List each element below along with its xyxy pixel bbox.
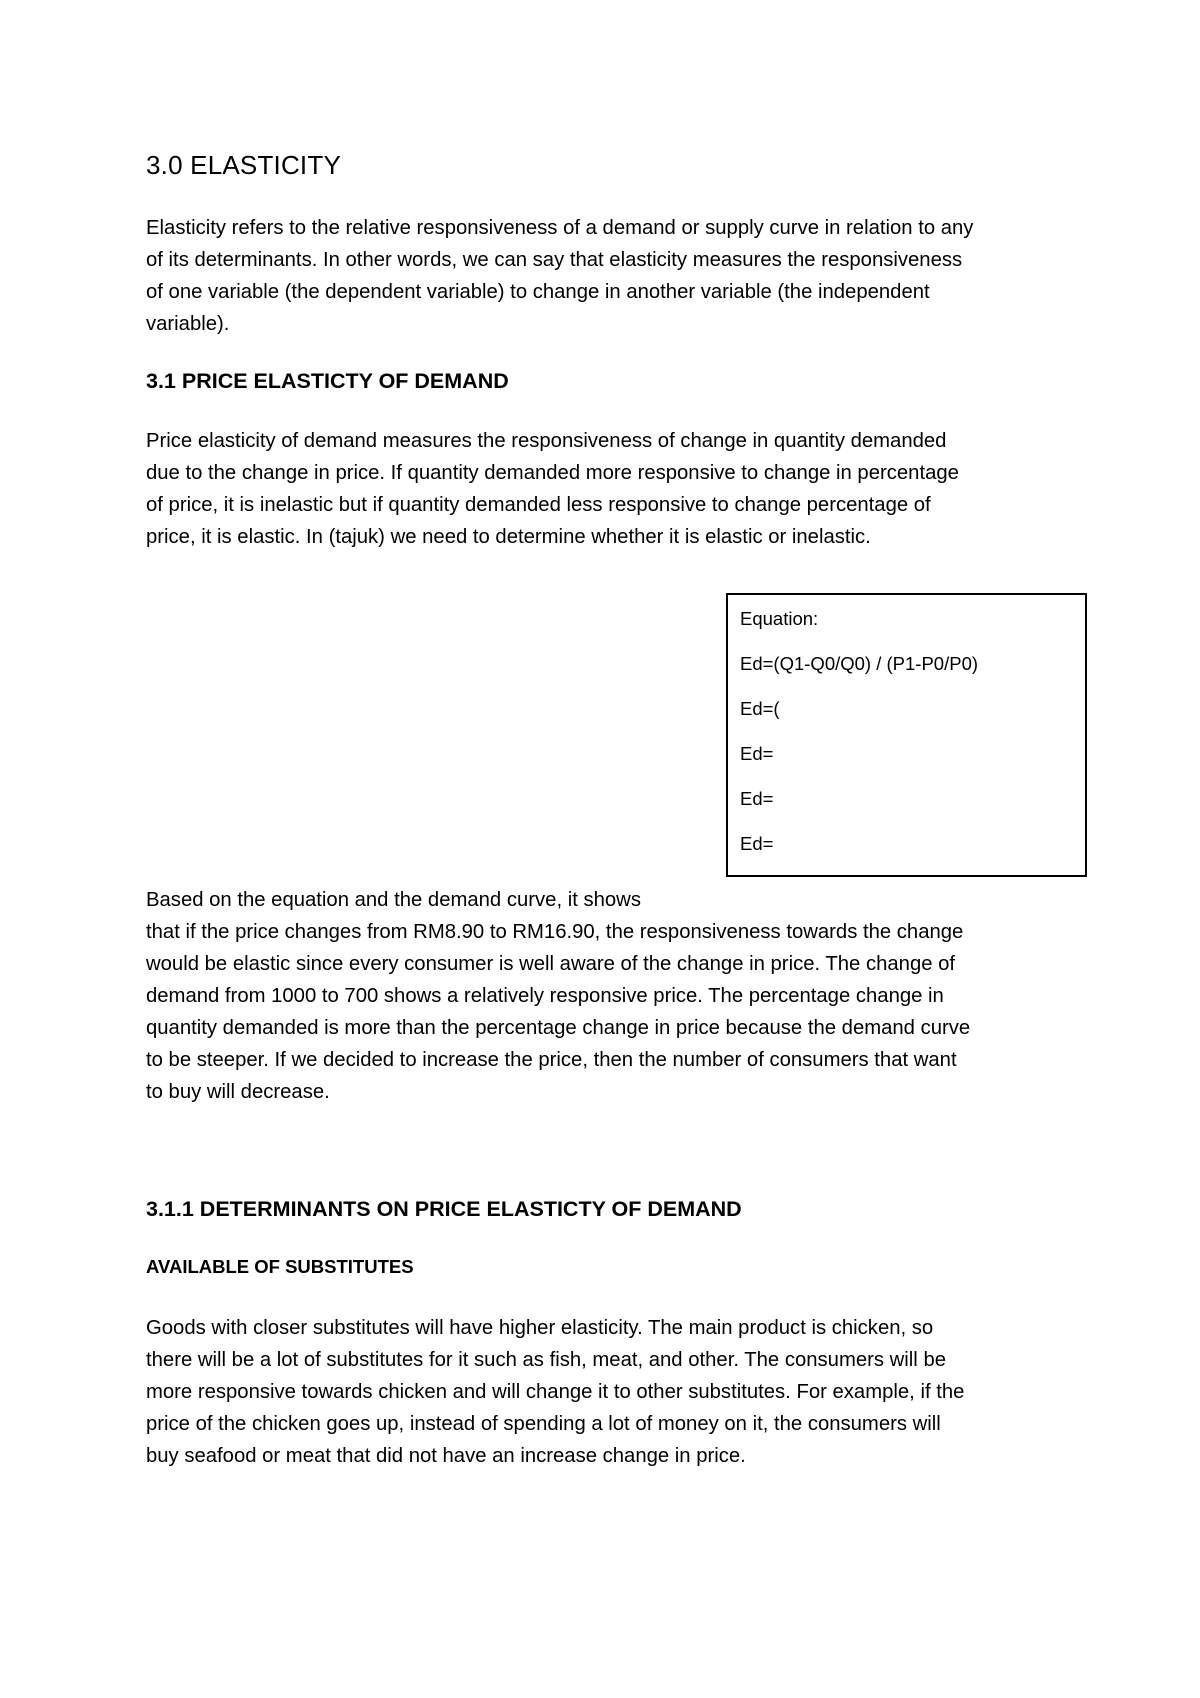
intro-line: Elasticity refers to the relative responsiveness of a demand or supply curve in relation to any: [146, 217, 974, 239]
substitutes-line: Goods with closer substitutes will have higher elasticity. The main product is chicken, so: [146, 1317, 934, 1339]
intro-line: variable).: [146, 313, 230, 335]
substitutes-line: price of the chicken goes up, instead of spending a lot of money on it, the consumers will: [146, 1413, 941, 1435]
equation-formula: Ed=(Q1-Q0/Q0) / (P1-P0/P0): [740, 653, 979, 674]
price-elasticity-paragraph: [146, 425, 1076, 553]
equation-step: Ed=: [740, 788, 774, 809]
subsection-title-determinants: 3.1.1 DETERMINANTS ON PRICE ELASTICTY OF DEMAND: [146, 1197, 742, 1221]
analysis-paragraph: [146, 884, 1076, 1108]
intro-paragraph: [146, 212, 1076, 340]
price-elasticity-line: of price, it is inelastic but if quantity demanded less responsive to change percentage of: [146, 494, 931, 516]
substitutes-line: more responsive towards chicken and will change it to other substitutes. For example, if the: [146, 1381, 965, 1403]
price-elasticity-line: price, it is elastic. In (tajuk) we need to determine whether it is elastic or inelastic.: [146, 526, 871, 548]
equation-step: Ed=: [740, 833, 774, 854]
analysis-line: quantity demanded is more than the percentage change in price because the demand curve: [146, 1017, 971, 1039]
analysis-line: to buy will decrease.: [146, 1081, 330, 1103]
analysis-line: Based on the equation and the demand curve, it shows: [146, 889, 641, 911]
substitutes-paragraph: [146, 1312, 1076, 1472]
analysis-line: to be steeper. If we decided to increase the price, then the number of consumers that want: [146, 1049, 957, 1071]
price-elasticity-line: Price elasticity of demand measures the responsiveness of change in quantity demanded: [146, 430, 947, 452]
intro-line: of one variable (the dependent variable) to change in another variable (the independent: [146, 281, 930, 303]
subheading-substitutes: AVAILABLE OF SUBSTITUTES: [146, 1256, 414, 1277]
price-elasticity-line: due to the change in price. If quantity demanded more responsive to change in percentage: [146, 462, 959, 484]
intro-line: of its determinants. In other words, we can say that elasticity measures the responsiveness: [146, 249, 963, 271]
equation-label: Equation:: [740, 608, 819, 629]
equation-step: Ed=: [740, 743, 774, 764]
section-title: 3.0 ELASTICITY: [146, 150, 341, 180]
equation-box: [726, 593, 1087, 877]
analysis-line: demand from 1000 to 700 shows a relatively responsive price. The percentage change in: [146, 985, 944, 1007]
analysis-line: would be elastic since every consumer is well aware of the change in price. The change of: [146, 953, 956, 975]
analysis-line: that if the price changes from RM8.90 to RM16.90, the responsiveness towards the change: [146, 921, 964, 943]
substitutes-line: there will be a lot of substitutes for it such as fish, meat, and other. The consumers will be: [146, 1349, 946, 1371]
subsection-title-price-elasticity: 3.1 PRICE ELASTICTY OF DEMAND: [146, 369, 509, 393]
equation-step: Ed=(: [740, 698, 780, 719]
substitutes-line: buy seafood or meat that did not have an increase change in price.: [146, 1445, 746, 1467]
